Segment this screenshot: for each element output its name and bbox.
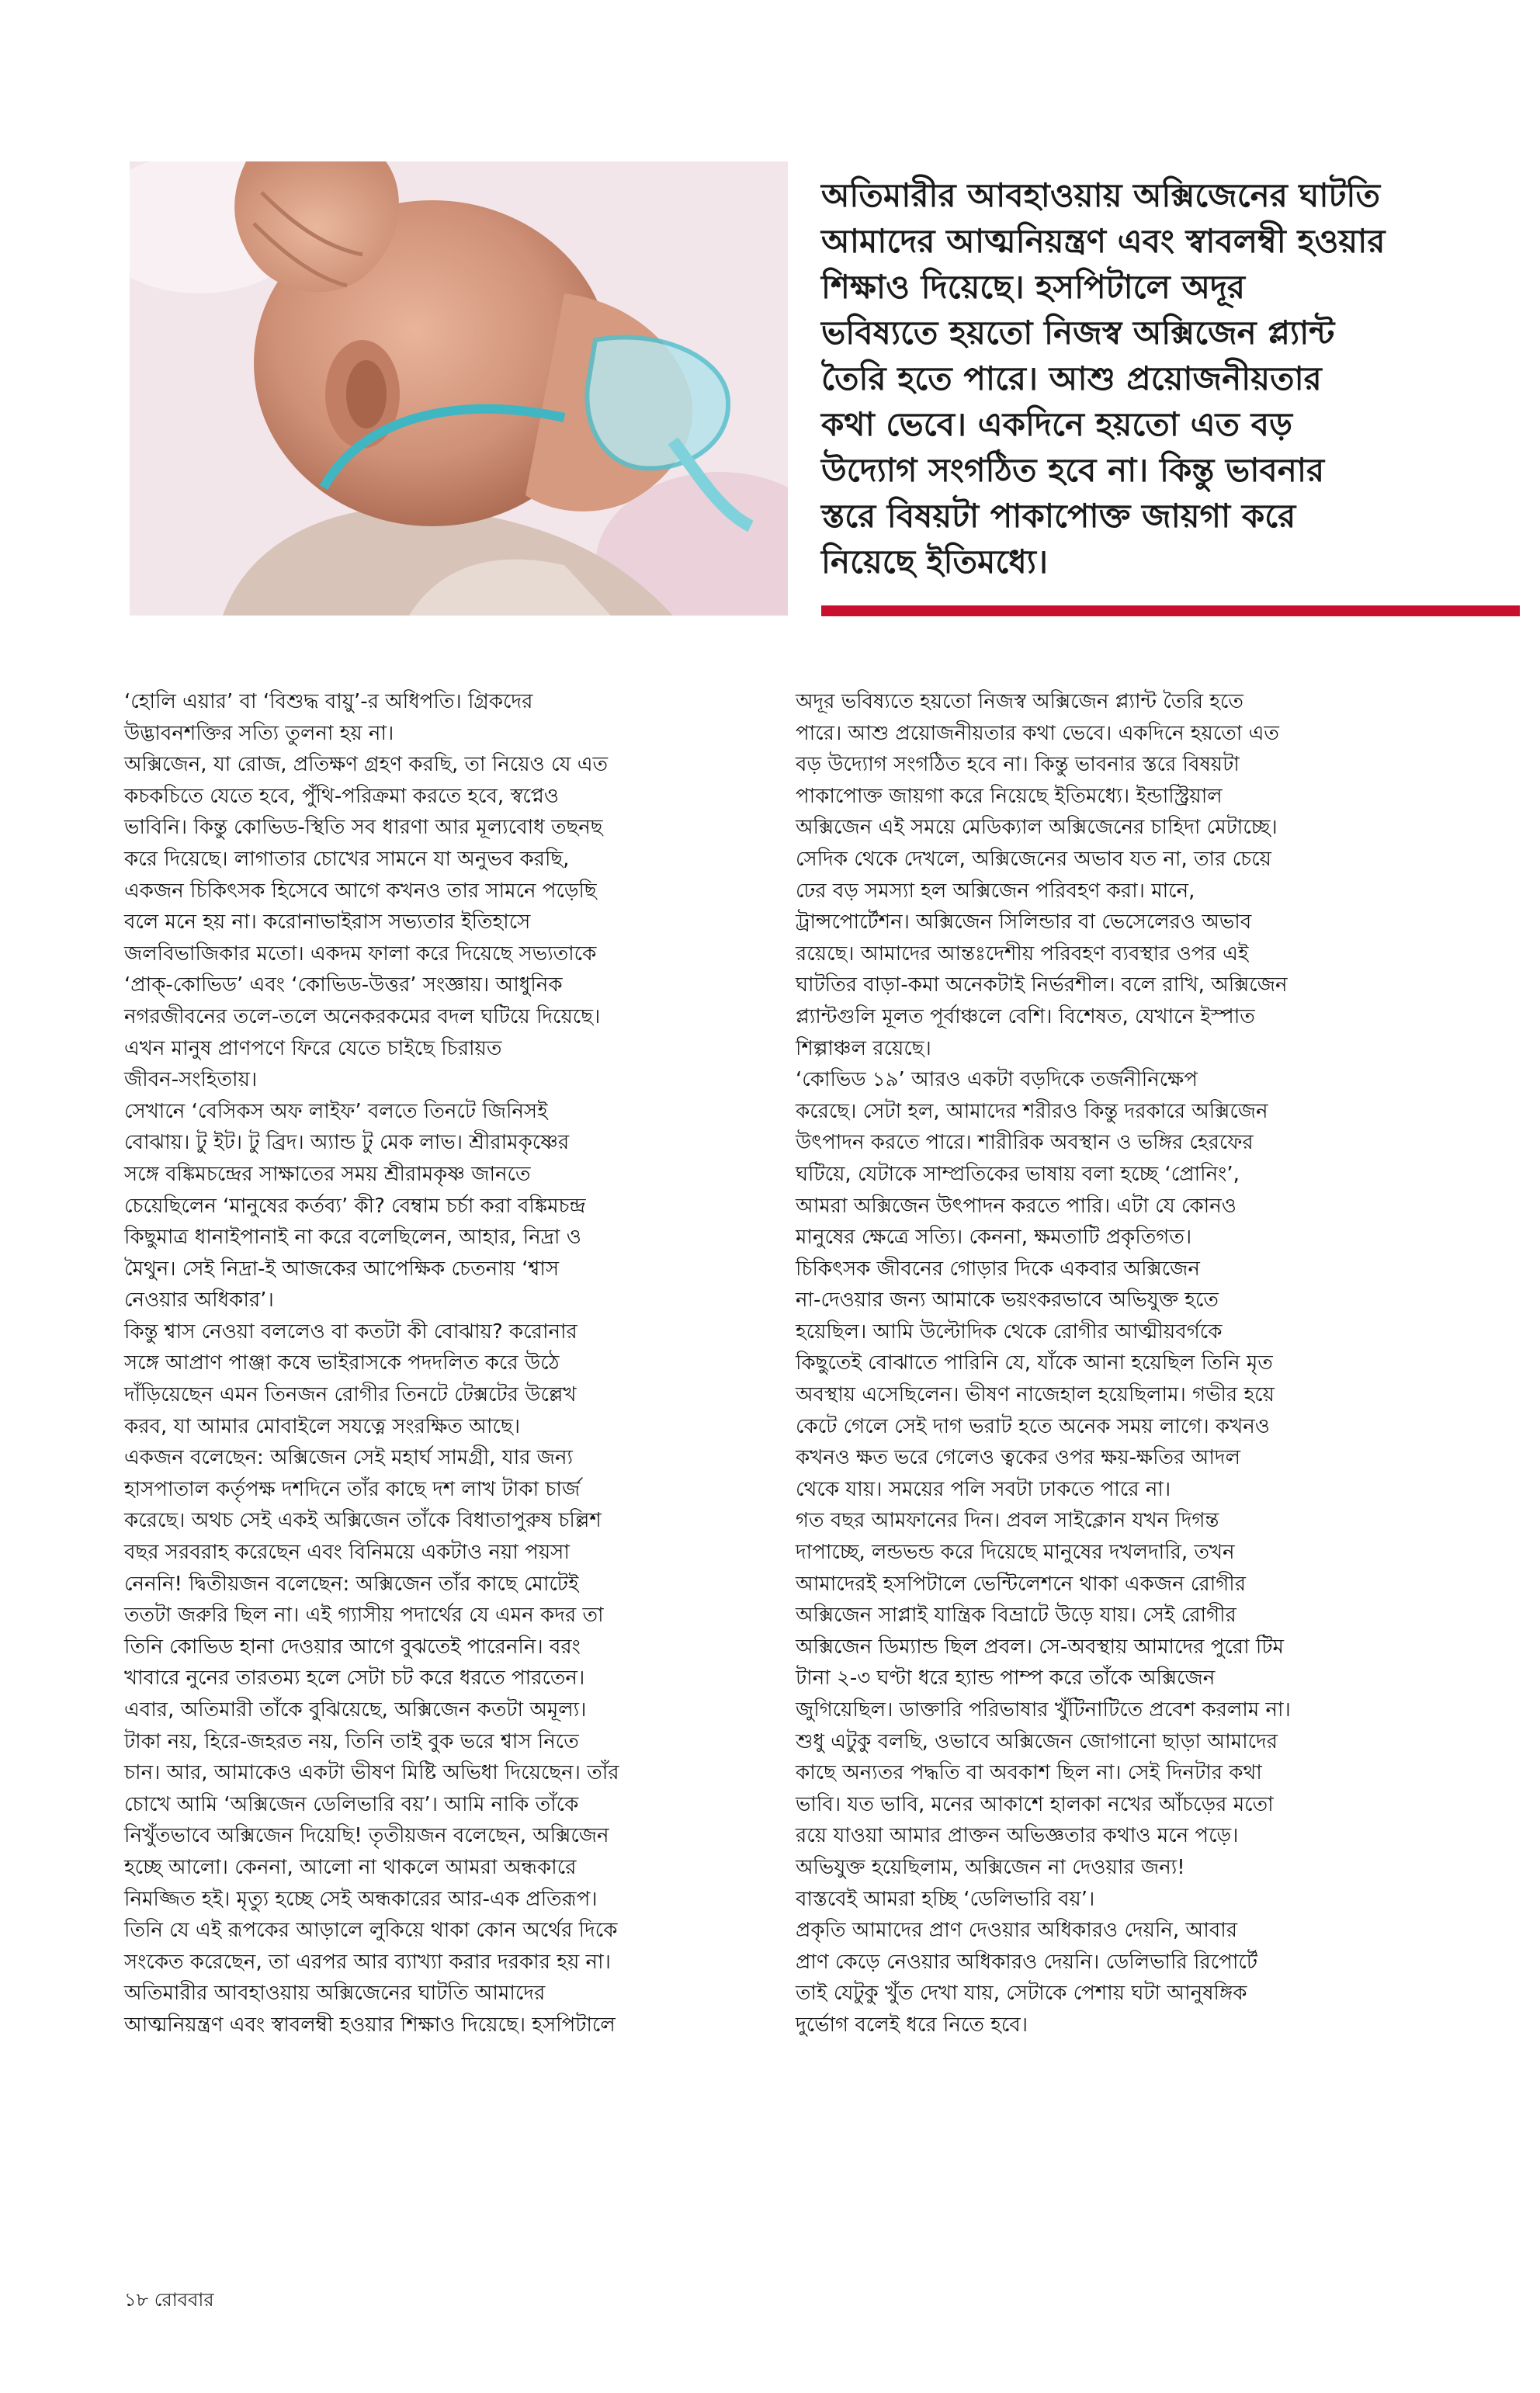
pull-quote-line: তৈরি হতে পারে। আশু প্রয়োজনীয়তার [821, 359, 1322, 397]
text-line: ভাবি। যত ভাবি, মনের আকাশে হালকা নখের আঁচড়ের মতো [796, 1792, 1274, 1816]
article-photo-patient-oxygen-mask [130, 161, 788, 616]
pull-quote-line: স্তরে বিষয়টা পাকাপোক্ত জায়গা করে [821, 497, 1296, 535]
text-line: শিল্পাঞ্চল রয়েছে। [796, 1036, 931, 1060]
pull-quote-line: শিক্ষাও দিয়েছে। হসপিটালে অদূর [821, 268, 1246, 306]
text-line: কচকচিতে যেতে হবে, পুঁথি-পরিক্রমা করতে হবে, স্বপ্নেও [124, 784, 559, 808]
text-line: তিনি কোভিড হানা দেওয়ার আগে বুঝতেই পারেননি। বরং [124, 1635, 581, 1659]
text-line: বাস্তবেই আমরা হচ্ছি ‘ডেলিভারি বয়’। [796, 1887, 1095, 1911]
text-line: দাপাচ্ছে, লন্ডভন্ড করে দিয়েছে মানুষের দখলদারি, তখন [796, 1541, 1235, 1565]
text-line: নিখুঁতভাবে অক্সিজেন দিয়েছি! তৃতীয়জন বলেছেন, অক্সিজেন [124, 1824, 609, 1848]
pull-quote [821, 172, 1520, 584]
text-line: রয়েছে। আমাদের আন্তঃদেশীয় পরিবহণ ব্যবস্থার ওপর এই [796, 942, 1249, 966]
text-line: ঢের বড় সমস্যা হল অক্সিজেন পরিবহণ করা। মানে, [796, 879, 1195, 903]
pull-quote-line: ভবিষ্যতে হয়তো নিজস্ব অক্সিজেন প্ল্যান্ট [821, 314, 1335, 352]
text-line: জলবিভাজিকার মতো। একদম ফালা করে দিয়েছে সভ্যতাকে [124, 942, 597, 966]
text-line: বোঝায়। টু ইট। টু ব্রিদ। অ্যান্ড টু মেক লাভ। শ্রীরামকৃষ্ণের [124, 1131, 570, 1155]
text-line: বলে মনে হয় না। করোনাভাইরাস সভ্যতার ইতিহাসে [124, 910, 531, 935]
text-line: ততটা জরুরি ছিল না। এই গ্যাসীয় পদার্থের যে এমন কদর তা [124, 1604, 604, 1628]
text-line: উদ্ভাবনশক্তির সত্যি তুলনা হয় না। [124, 721, 394, 745]
text-line: হাসপাতাল কর্তৃপক্ষ দশদিনে তাঁর কাছে দশ লাখ টাকা চার্জ [124, 1477, 581, 1501]
text-line: জুগিয়েছিল। ডাক্তারি পরিভাষার খুঁটিনাটিতে প্রবেশ করলাম না। [796, 1698, 1291, 1722]
text-line: চিকিৎসক জীবনের গোড়ার দিকে একবার অক্সিজেন [796, 1257, 1200, 1281]
text-line: ভাবিনি। কিন্তু কোভিড-স্থিতি সব ধারণা আর মূল্যবোধ তছনছ [124, 816, 603, 840]
text-line: কিছুতেই বোঝাতে পারিনি যে, যাঁকে আনা হয়েছিল তিনি মৃত [796, 1351, 1273, 1375]
text-line: টানা ২-৩ ঘণ্টা ধরে হ্যান্ড পাম্প করে তাঁকে অক্সিজেন [796, 1666, 1216, 1691]
text-line: ‘কোভিড ১৯’ আরও একটা বড়দিকে তর্জনীনিক্ষেপ [796, 1068, 1198, 1092]
text-line: আত্মনিয়ন্ত্রণ এবং স্বাবলম্বী হওয়ার শিক্ষাও দিয়েছে। হসপিটালে [124, 2013, 616, 2037]
text-line: পাকাপোক্ত জায়গা করে নিয়েছে ইতিমধ্যে। ইন্ডাস্ট্রিয়াল [796, 784, 1223, 808]
text-line: ট্রান্সপোর্টেশন। অক্সিজেন সিলিন্ডার বা ভেসেলেরও অভাব [796, 910, 1252, 935]
text-line: টাকা নয়, হিরে-জহরত নয়, তিনি তাই বুক ভরে শ্বাস নিতে [124, 1729, 579, 1753]
text-line: কখনও ক্ষত ভরে গেলেও ত্বকের ওপর ক্ষয়-ক্ষতির আদল [796, 1446, 1240, 1470]
text-line: চেয়েছিলেন ‘মানুষের কর্তব্য’ কী? বেম্বাম চর্চা করা বঙ্কিমচন্দ্র [124, 1194, 586, 1218]
text-line: তিনি যে এই রূপকের আড়ালে লুকিয়ে থাকা কোন অর্থের দিকে [124, 1919, 618, 1943]
text-line: অক্সিজেন এই সময়ে মেডিক্যাল অক্সিজেনের চাহিদা মেটাচ্ছে। [796, 816, 1278, 840]
text-line: একজন বলেছেন: অক্সিজেন সেই মহার্ঘ সামগ্রী, যার জন্য [124, 1446, 574, 1470]
text-line: করেছে। অথচ সেই একই অক্সিজেন তাঁকে বিধাতাপুরুষ চল্লিশ [124, 1509, 602, 1533]
text-line: অক্সিজেন সাপ্লাই যান্ত্রিক বিভ্রাটে উড়ে যায়। সেই রোগীর [796, 1604, 1237, 1628]
text-line: বড় উদ্যোগ সংগঠিত হবে না। কিন্তু ভাবনার স্তরে বিষয়টা [796, 753, 1240, 777]
text-line: বছর সরবরাহ করেছেন এবং বিনিময়ে একটাও নয়া পয়সা [124, 1541, 570, 1565]
text-line: এবার, অতিমারী তাঁকে বুঝিয়েছে, অক্সিজেন কতটা অমূল্য। [124, 1698, 587, 1722]
text-line: নেননি! দ্বিতীয়জন বলেছেন: অক্সিজেন তাঁর কাছে মোটেই [124, 1572, 579, 1596]
patient-with-oxygen-mask-illustration [130, 161, 788, 616]
text-line: না-দেওয়ার জন্য আমাকে ভয়ংকরভাবে অভিযুক্ত হতে [796, 1288, 1219, 1313]
text-line: উৎপাদন করতে পারে। শারীরিক অবস্থান ও ভঙ্গির হেরফের [796, 1131, 1254, 1155]
text-line: ঘাটতির বাড়া-কমা অনেকটাই নির্ভরশীল। বলে রাখি, অক্সিজেন [796, 973, 1288, 997]
text-line: নিমজ্জিত হই। মৃত্যু হচ্ছে সেই অন্ধকারের আর-এক প্রতিরূপ। [124, 1887, 598, 1911]
text-line: অবস্থায় এসেছিলেন। ভীষণ নাজেহাল হয়েছিলাম। গভীর হয়ে [796, 1383, 1275, 1407]
text-line: অক্সিজেন ডিম্যান্ড ছিল প্রবল। সে-অবস্থায় আমাদের পুরো টিম [796, 1635, 1284, 1659]
text-line: ঘটিয়ে, যেটাকে সাম্প্রতিকের ভাষায় বলা হচ্ছে ‘প্রোনিং’, [796, 1162, 1240, 1186]
text-line: প্রাণ কেড়ে নেওয়ার অধিকারও দেয়নি। ডেলিভারি রিপোর্টে [796, 1950, 1257, 1974]
text-line: দাঁড়িয়েছেন এমন তিনজন রোগীর তিনটে টেক্সটের উল্লেখ [124, 1383, 577, 1407]
text-line: চোখে আমি ‘অক্সিজেন ডেলিভারি বয়’। আমি নাকি তাঁকে [124, 1792, 579, 1816]
text-line: জীবন-সংহিতায়। [124, 1068, 258, 1092]
text-line: দুর্ভোগ বলেই ধরে নিতে হবে। [796, 2013, 1028, 2037]
text-line: প্ল্যান্টগুলি মূলত পূর্বাঞ্চলে বেশি। বিশেষত, যেখানে ইস্পাত [796, 1004, 1255, 1028]
text-line: মৈথুন। সেই নিদ্রা-ই আজকের আপেক্ষিক চেতনায় ‘শ্বাস [124, 1257, 560, 1281]
text-line: শুধু এটুকু বলছি, ওভাবে অক্সিজেন জোগানো ছাড়া আমাদের [796, 1729, 1278, 1753]
text-line: চান। আর, আমাকেও একটা ভীষণ মিষ্টি অভিধা দিয়েছেন। তাঁর [124, 1761, 619, 1785]
text-line: অভিযুক্ত হয়েছিলাম, অক্সিজেন না দেওয়ার জন্য! [796, 1855, 1185, 1879]
text-line: সেখানে ‘বেসিকস অফ লাইফ’ বলতে তিনটে জিনিসই [124, 1099, 548, 1123]
page-folio: ১৮ রোববার [124, 2289, 214, 2311]
pull-quote-line: অতিমারীর আবহাওয়ায় অক্সিজেনের ঘাটতি [821, 176, 1380, 214]
text-line: আমাদেরই হসপিটালে ভেন্টিলেশনে থাকা একজন রোগীর [796, 1572, 1247, 1596]
pull-quote-line: উদ্যোগ সংগঠিত হবে না। কিন্তু ভাবনার [821, 451, 1325, 489]
text-line: অতিমারীর আবহাওয়ায় অক্সিজেনের ঘাটতি আমাদের [124, 1982, 546, 2006]
text-line: করেছে। সেটা হল, আমাদের শরীরও কিন্তু দরকারে অক্সিজেন [796, 1099, 1268, 1123]
text-line: নেওয়ার অধিকার’। [124, 1288, 274, 1313]
text-line: করব, যা আমার মোবাইলে সযত্নে সংরক্ষিত আছে। [124, 1414, 520, 1438]
text-line: থেকে যায়। সময়ের পলি সবটা ঢাকতে পারে না। [796, 1477, 1171, 1501]
text-line: কিন্তু শ্বাস নেওয়া বললেও বা কতটা কী বোঝায়? করোনার [124, 1320, 578, 1344]
pull-quote-divider [821, 605, 1520, 616]
text-line: সংকেত করেছেন, তা এরপর আর ব্যাখ্যা করার দরকার হয় না। [124, 1950, 611, 1974]
text-line: নগরজীবনের তলে-তলে অনেকরকমের বদল ঘটিয়ে দিয়েছে। [124, 1004, 601, 1028]
text-line: অদূর ভবিষ্যতে হয়তো নিজস্ব অক্সিজেন প্ল্যান্ট তৈরি হতে [796, 690, 1243, 713]
text-line: সঙ্গে আপ্রাণ পাঞ্জা কষে ভাইরাসকে পদদলিত করে উঠে [124, 1351, 560, 1375]
text-line: অক্সিজেন, যা রোজ, প্রতিক্ষণ গ্রহণ করছি, তা নিয়েও যে এত [124, 753, 609, 777]
text-line: হয়েছিল। আমি উল্টোদিক থেকে রোগীর আত্মীয়বর্গকে [796, 1320, 1223, 1344]
text-line: কিছুমাত্র ধানাইপানাই না করে বলেছিলেন, আহার, নিদ্রা ও [124, 1226, 581, 1250]
text-line: প্রকৃতি আমাদের প্রাণ দেওয়ার অধিকারও দেয়নি, আবার [796, 1919, 1238, 1943]
pull-quote-line: আমাদের আত্মনিয়ন্ত্রণ এবং স্বাবলম্বী হওয়ার [821, 222, 1386, 260]
text-line: খাবারে নুনের তারতম্য হলে সেটা চট করে ধরতে পারতেন। [124, 1666, 585, 1691]
pull-quote-line: কথা ভেবে। একদিনে হয়তো এত বড় [821, 405, 1293, 443]
text-line: একজন চিকিৎসক হিসেবে আগে কখনও তার সামনে পড়েছি [124, 879, 597, 903]
text-line: মানুষের ক্ষেত্রে সত্যি। কেননা, ক্ষমতাটি প্রকৃতিগত। [796, 1226, 1192, 1250]
text-line: পারে। আশু প্রয়োজনীয়তার কথা ভেবে। একদিনে হয়তো এত [796, 721, 1279, 745]
text-line: এখন মানুষ প্রাণপণে ফিরে যেতে চাইছে চিরায়ত [124, 1036, 502, 1060]
text-line: সেদিক থেকে দেখলে, অক্সিজেনের অভাব যত না, তার চেয়ে [796, 847, 1271, 871]
text-line: কেটে গেলে সেই দাগ ভরাট হতে অনেক সময় লাগে। কখনও [796, 1414, 1270, 1438]
text-line: ‘হোলি এয়ার’ বা ‘বিশুদ্ধ বায়ু’-র অধিপতি। গ্রিকদের [124, 690, 533, 713]
text-line: সঙ্গে বঙ্কিমচন্দ্রের সাক্ষাতের সময় শ্রীরামকৃষ্ণ জানতে [124, 1162, 531, 1186]
text-line: আমরা অক্সিজেন উৎপাদন করতে পারি। এটা যে কোনও [796, 1194, 1237, 1218]
pull-quote-line: নিয়েছে ইতিমধ্যে। [821, 543, 1048, 581]
text-line: গত বছর আমফানের দিন। প্রবল সাইক্লোন যখন দিগন্ত [796, 1509, 1219, 1533]
text-line: ‘প্রাক্-কোভিড’ এবং ‘কোভিড-উত্তর’ সংজ্ঞায়। আধুনিক [124, 973, 563, 997]
text-line: রয়ে যাওয়া আমার প্রাক্তন অভিজ্ঞতার কথাও মনে পড়ে। [796, 1824, 1239, 1848]
text-line: করে দিয়েছে। লাগাতার চোখের সামনে যা অনুভব করছি, [124, 847, 570, 871]
text-line: হচ্ছে আলো। কেননা, আলো না থাকলে আমরা অন্ধকারে [124, 1855, 577, 1879]
article-column-right [796, 686, 1475, 2041]
text-line: তাই যেটুকু খুঁত দেখা যায়, সেটাকে পেশায় ঘটা আনুষঙ্গিক [796, 1982, 1247, 2006]
article-column-left [124, 686, 803, 2041]
text-line: কাছে অন্যতর পদ্ধতি বা অবকাশ ছিল না। সেই দিনটার কথা [796, 1761, 1262, 1785]
